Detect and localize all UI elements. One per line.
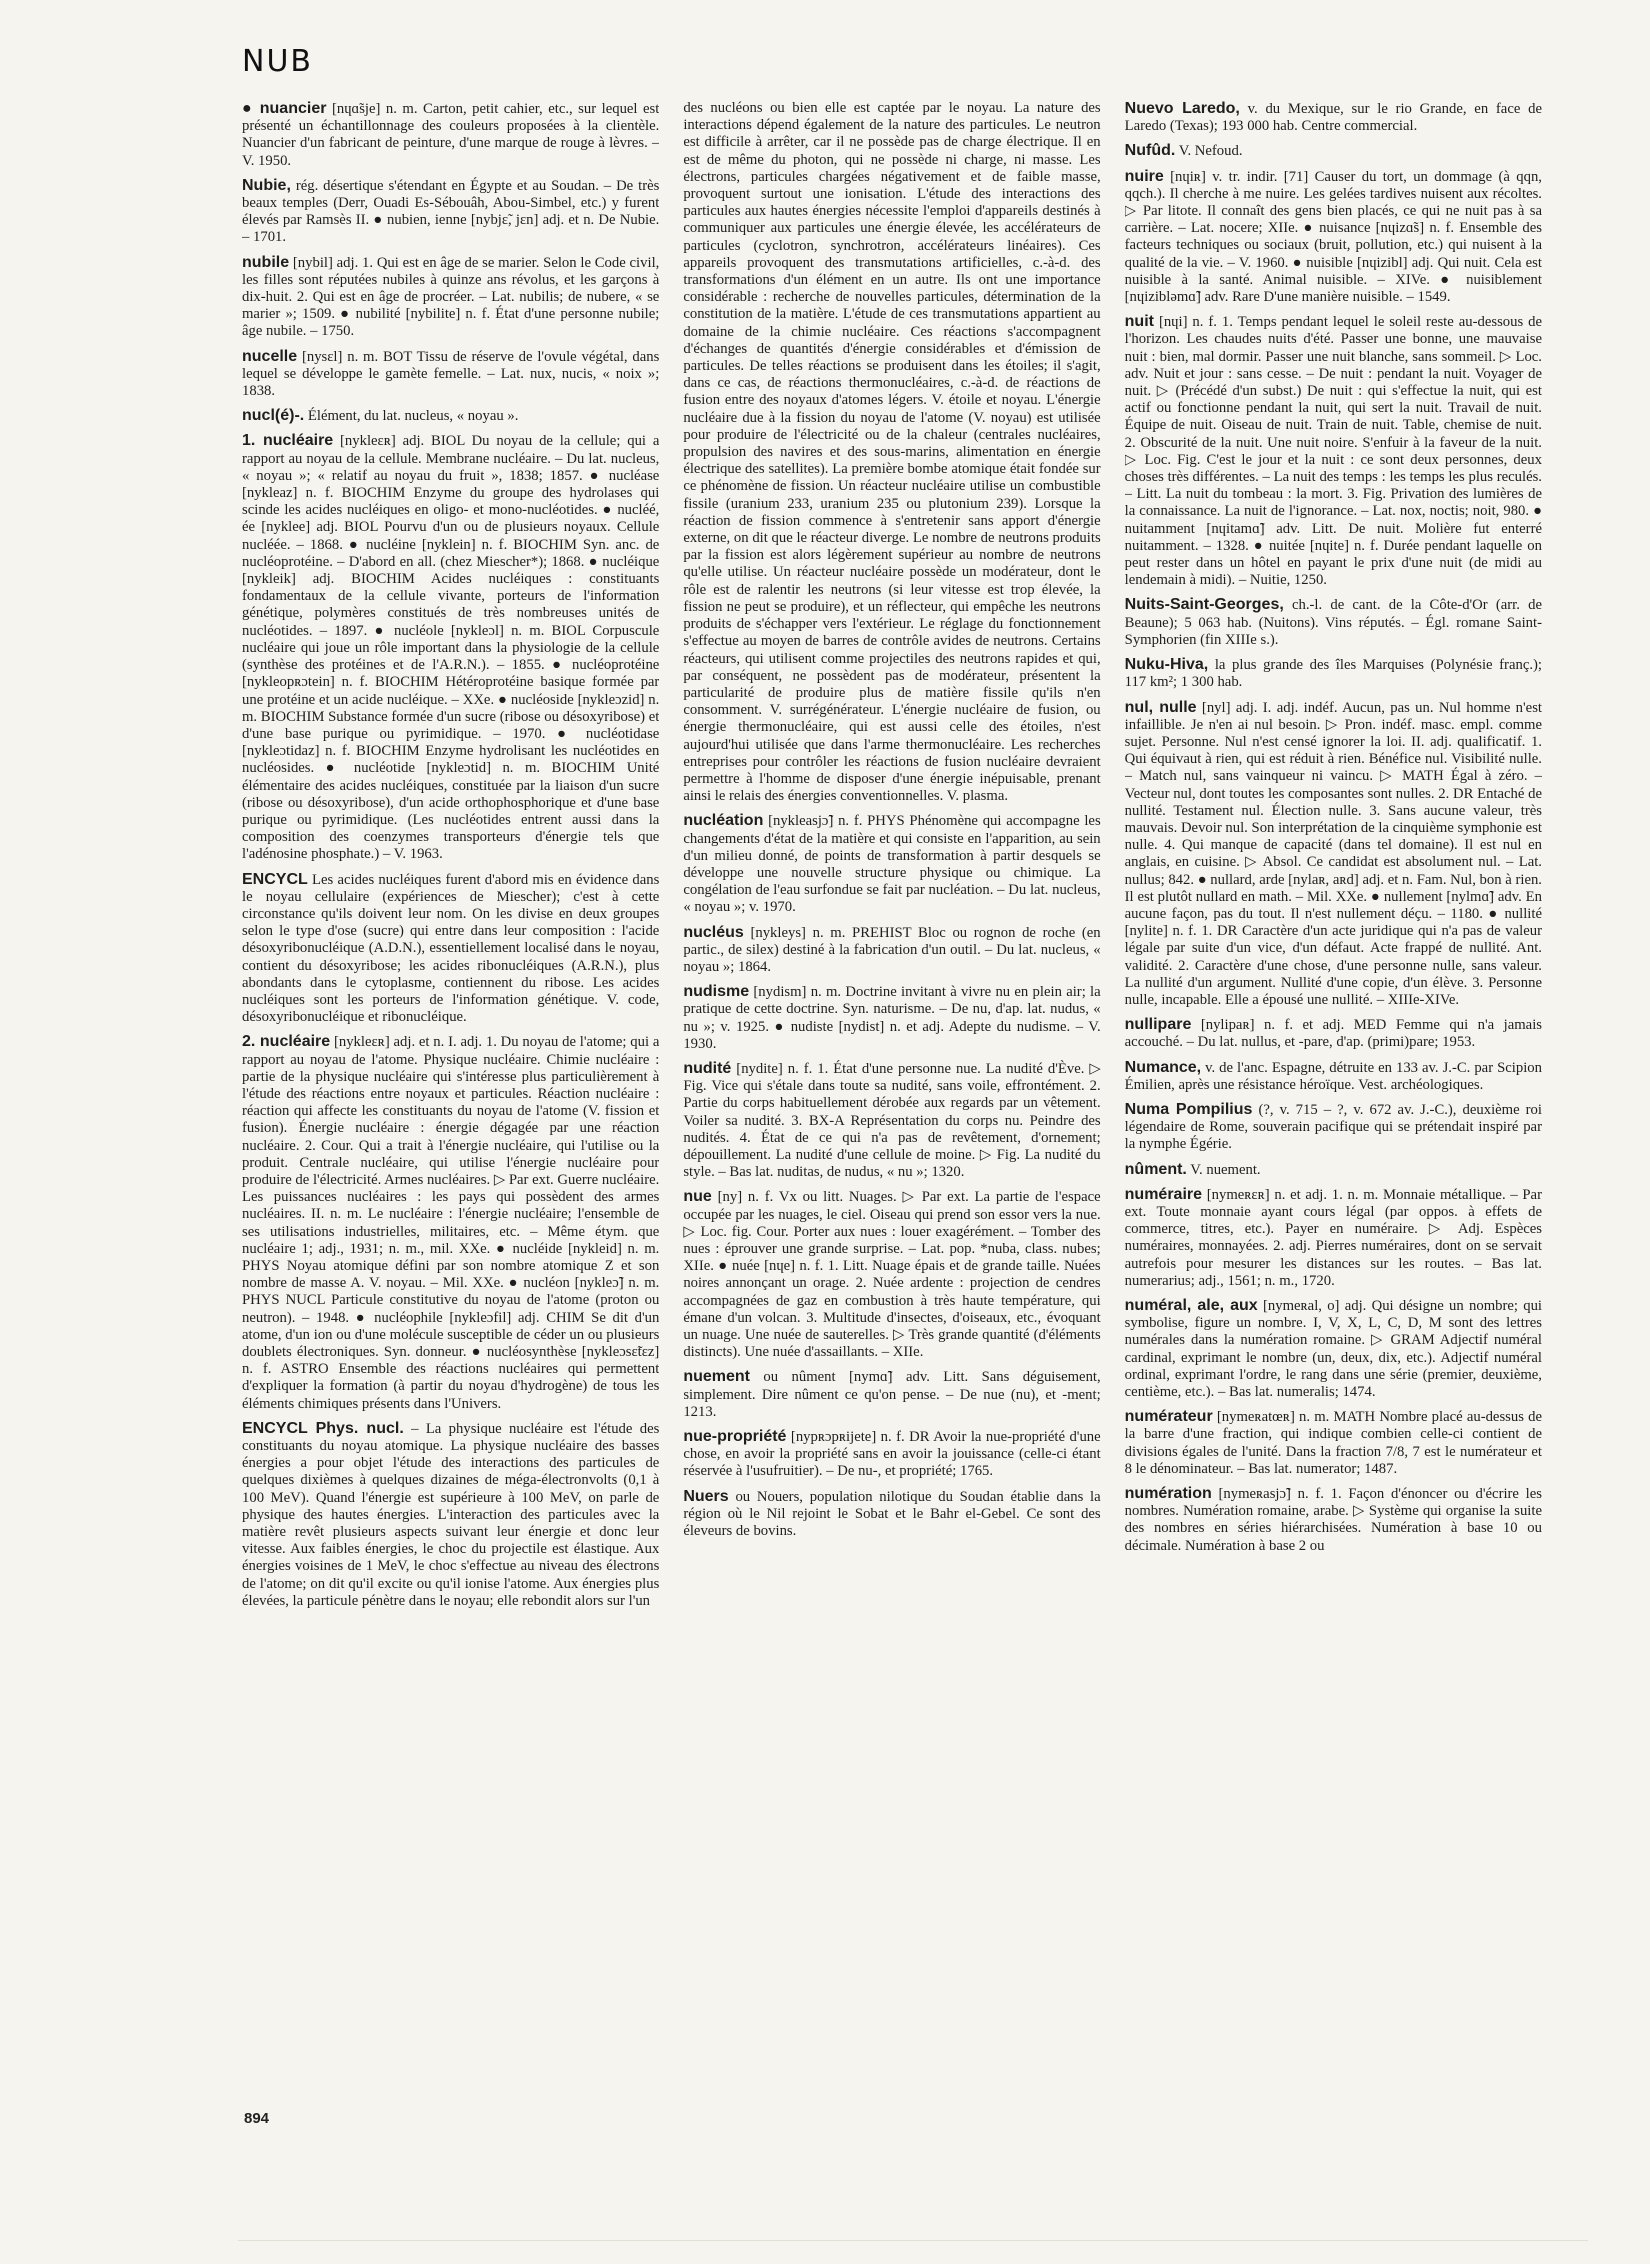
entry-headword: numération (1124, 1485, 1212, 1503)
entry-headword: numéraire (1124, 1185, 1203, 1203)
entry-headword: numéral, ale, aux (1124, 1297, 1258, 1314)
dictionary-entry (242, 871, 659, 1027)
entry-definition: [nybil] adj. 1. Qui est en âge de se marier. Selon le Code civil, les filles sont réputées nubiles à quinze ans révolus, et les garçons à dix-huit. 2. Qui est en âge de procréer. – Lat. nubilis; de nubere, « se marier »; 1509. ● nubilité [nybilite] n. f. État d'une personne nubile; âge nubile. – 1750. (242, 254, 660, 340)
dictionary-entry (683, 1060, 1100, 1181)
entry-definition: [nysɛl] n. m. BOT Tissu de réserve de l'ovule végétal, dans lequel se développe le gamète femelle. – Lat. nux, nucis, « noix »; 1838. (242, 348, 660, 400)
entry-definition: v. de l'anc. Espagne, détruite en 133 av. J.-C. par Scipion Émilien, après une résistance héroïque. Vest. archéologiques. (1124, 1059, 1542, 1093)
entry-definition: (?, v. 715 – ?, v. 672 av. J.-C.), deuxième roi légendaire de Rome, souverain pacifique qui se prétendait inspiré par la nymphe Égérie. (1124, 1101, 1542, 1153)
entry-headword: nucléation (683, 812, 764, 830)
entry-definition: Élément, du lat. nucleus, « noyau ». (307, 408, 519, 425)
dictionary-entry (1125, 1016, 1542, 1051)
entry-headword: Nufûd. (1124, 142, 1176, 160)
entry-definition: ou Nouers, population nilotique du Soudan établie dans la région où le Nil rejoint le Sobat et le Bahr el-Gebel. Ce sont des éleveurs de bovins. (683, 1488, 1101, 1540)
entry-definition: v. du Mexique, sur le rio Grande, en face de Laredo (Texas); 193 000 hab. Centre commercial. (1124, 101, 1542, 135)
entry-headword: nuement (683, 1368, 750, 1386)
entry-definition: [nymeʀasjɔ̃] n. f. 1. Façon d'énoncer ou d'écrire les nombres. Numération romaine, arabe. ▷ Système qui organise la suite des nombres en séries hiérarchisées. Numération à base 10 ou décimale. Numération à base 2 ou (1124, 1486, 1542, 1554)
dictionary-entry (1125, 1161, 1542, 1179)
entry-headword: Nuits-Saint-Georges, (1124, 596, 1284, 614)
entry-definition: [nymeʀatœʀ] n. m. MATH Nombre placé au-dessus de la barre d'une fraction, qui indique combien celle-ci contient de divisions égales de l'unité. Dans la fraction 7/8, 7 est le numérateur et 8 le dénominateur. – Bas lat. numerator; 1487. (1124, 1409, 1542, 1477)
dictionary-entry (1125, 1101, 1542, 1154)
dictionary-entry (1125, 142, 1542, 160)
dictionary-entry (242, 177, 659, 247)
dictionary-entry (242, 432, 659, 863)
entry-headword: Nubie, (242, 176, 291, 194)
dictionary-entry (683, 1488, 1100, 1541)
page-number: 894 (244, 2110, 270, 2127)
entry-headword: nuire (1124, 167, 1164, 185)
dictionary-entry (242, 1420, 659, 1610)
entry-definition: Les acides nucléiques furent d'abord mis en évidence dans le noyau cellulaire (expériences de Miescher); c'est à cette circonstance qu'ils doivent leur nom. On les divise en deux groupes selon le type d'ose (sucre) qui entre dans leur composition : l'acide désoxyribonucléique (A.D.N.), essentiellement localisé dans le noyau, contient du désoxyribose; les acides ribonucléiques (A.R.N.), plus abondants dans le cytoplasme, contiennent du ribose. Les acides nucléiques sont les porteurs de l'information génétique. V. code, désoxyribonucléique et ribonucléique. (242, 871, 660, 1026)
entry-headword: nûment. (1124, 1160, 1187, 1178)
entry-definition: des nucléons ou bien elle est captée par le noyau. La nature des interactions dépend également de la nature des particules. Le neutron est difficile à arrêter, car il ne possède pas de charge électrique. Il en est de même du photon, qui ne possède ni charge, ni masse. Les électrons, particules chargées négativement et de faible masse, provoquent surtout une ionisation. L'étude des interactions des particules aux hautes énergies nécessite l'emploi d'appareils destinés à communiquer aux particules une énergie élevée, les accélérateurs de particules (cyclotron, synchrotron, accélérateurs linéaires). Ces appareils provoquent des transmutations artificielles, c.-à-d. des transformations d'un élément en un autre. Ils ont une importance considérable : recherche de nouvelles particules, détermination de la constitution de la matière. L'étude de ces transmutations appartient au domaine de la chimie nucléaire. Ces réactions s'accompagnent d'échanges de quantités d'énergie considérables et d'émission de particules. De telles réactions se produisent dans les étoiles; il s'agit, dans ce cas, de réactions thermonucléaires, c.-à-d. de réactions de fusion entre des noyaux d'atomes légers. V. étoile et noyau. L'énergie nucléaire due à la fission du noyau de l'atome (V. noyau) est utilisée pour produire de l'électricité ou de la chaleur (centrales nucléaires, propulsion des navires et des sous-marins, alimentation en énergie électrique des satellites). La première bombe atomique était fondée sur ce phénomène de fission. Un réacteur nucléaire utilise un combustible fissile (uranium 233, uranium 235 ou plutonium 239). Lorsque la réaction de fission commence à s'entretenir sans apport d'énergie externe, on dit que le réacteur diverge. Le nombre de neutrons produits par la fission est alors légèrement supérieur au nombre de neutrons qu'elle utilise. Un réacteur nucléaire possède un modérateur, dont le rôle est de ralentir les neutrons (si leur vitesse est trop élevée, la fission ne peut se produire), et un réflecteur, qui empêche les neutrons produits de s'échapper vers l'extérieur. Le réglage du fonctionnement s'effectue au moyen de barres de contrôle avides de neutrons. Certains réacteurs, qui utilisent comme projectiles des neutrons rapides et qui, par conséquent, ne possèdent pas de modérateur, présentent la particularité de produire plus de matière fissile qu'ils n'en consomment. V. surrégénérateur. L'énergie nucléaire de fusion, ou énergie thermonucléaire, qui est aussi celle des étoiles, n'est aujourd'hui utilisée que dans l'arme thermonucléaire. Les recherches entreprises pour contrôler les réactions de fusion nucléaire devraient permettre à l'homme de disposer d'une énergie inépuisable, prenant ainsi le relais des énergies conventionnelles. V. plasma. (683, 100, 1101, 805)
entry-headword: nudisme (683, 983, 750, 1001)
entry-definition: rég. désertique s'étendant en Égypte et au Soudan. – De très beaux temples (Derr, Ouadi Es-Sébouâh, Abou-Simbel, etc.) y furent élevés par Ramsès II. ● nubien, ienne [nybjɛ̃, jɛn] adj. et n. De Nubie. – 1701. (242, 177, 660, 246)
entry-headword: Numance, (1124, 1058, 1202, 1076)
entry-headword: 2. nucléaire (242, 1033, 331, 1051)
dictionary-entry (242, 254, 659, 341)
entry-definition: la plus grande des îles Marquises (Polynésie franç.); 117 km²; 1 300 hab. (1124, 657, 1542, 691)
dictionary-entry (1125, 168, 1542, 307)
entry-headword: ENCYCL (242, 870, 308, 888)
entry-headword: nue-propriété (683, 1428, 787, 1446)
entry-headword: nucl(é)-. (242, 407, 305, 425)
entry-definition: [nydite] n. f. 1. État d'une personne nue. La nudité d'Ève. ▷ Fig. Vice qui s'étale dans toute sa nudité, sans voile, effrontément. 2. Partie du corps habituellement dérobée aux regards par un vêtement. Voiler sa nudité. 3. BX-A Représentation du corps nu. Peindre des nudités. 4. État de ce qui n'a pas de revêtement, d'ornement; dépouillement. La nudité d'une cellule de moine. ▷ Fig. La nudité du style. – Bas lat. nuditas, de nudus, « nu »; 1320. (683, 1060, 1101, 1181)
running-head: NUB (242, 44, 313, 79)
entry-headword: nucelle (242, 347, 298, 365)
dictionary-entry (242, 100, 659, 170)
dictionary-entry (683, 100, 1100, 805)
dictionary-entry (242, 407, 659, 425)
entry-definition: [nɥɑ̃sje] n. m. Carton, petit cahier, etc., sur lequel est présenté un échantillonnage des couleurs proposées à la clientèle. Nuancier d'un fabricant de peinture, d'une marque de rouge à lèvres. – V. 1950. (242, 101, 660, 169)
entry-headword: nubile (242, 253, 290, 271)
entry-definition: [ny] n. f. Vx ou litt. Nuages. ▷ Par ext. La partie de l'espace occupée par les nuages, le ciel. Oiseau qui prend son essor vers la nue. ▷ Loc. fig. Cour. Porter aux nues : louer exagérément. – Tomber des nues : éprouver une grande surprise. – Lat. pop. *nuba, class. nubes; XIIe. ● nuée [nɥe] n. f. 1. Litt. Nuage épais et de grande taille. Nuées noires annonçant un orage. 2. Nuée ardente : projection de cendres accompagnées de gaz en combustion à très haute température, qui émane d'un volcan. 3. Multitude d'insectes, d'oiseaux, etc., évoquant un nuage. Une nuée de sauterelles. ▷ Très grande quantité (d'éléments distincts). Une nuée d'assaillants. – XIIe. (683, 1189, 1101, 1361)
entry-headword: numérateur (1124, 1408, 1213, 1426)
dictionary-entry (1125, 313, 1542, 589)
entry-definition: [nɥi] n. f. 1. Temps pendant lequel le soleil reste au-dessous de l'horizon. Les chaudes nuits d'été. Passer une bonne, une mauvaise nuit : bien, mal dormir. Passer une nuit blanche, sans sommeil. ▷ Loc. adv. Nuit et jour : sans cesse. – De nuit : pendant la nuit. Voyager de nuit. ▷ (Précédé d'un subst.) De nuit : qui s'effectue la nuit, qui est actif ou fonctionne pendant la nuit, qui sert la nuit. Travail de nuit. Équipe de nuit. Oiseau de nuit. Train de nuit. Table, chemise de nuit. 2. Obscurité de la nuit. Une nuit noire. S'enfuir à la faveur de la nuit. ▷ Loc. Fig. C'est le jour et la nuit : ce sont deux personnes, deux choses très différentes. – La nuit des temps : les temps les plus reculés. – Litt. La nuit du tombeau : la mort. 3. Fig. Privation des lumières de la connaissance. La nuit de l'ignorance. – Lat. nox, noctis; noit, 980. ● nuitamment [nɥitamɑ̃] adv. Litt. De nuit. Molière fut enterré nuitamment. – 1328. ● nuitée [nɥite] n. f. Durée pendant laquelle on peut rester dans un hôtel en payant le prix d'une nuit (de midi au lendemain à midi). – Nuitie, 1250. (1124, 314, 1542, 589)
dictionary-entry (1125, 699, 1542, 1010)
entry-headword: Nuku-Hiva, (1124, 656, 1209, 674)
dictionary-entry (1125, 1297, 1542, 1401)
entry-definition: [nykleasjɔ̃] n. f. PHYS Phénomène qui accompagne les changements d'état de la matière et qui consiste en l'apparition, au sein d'un milieu donné, de points de transformation à partir desquels se développe une nouvelle structure physique ou chimique. La congélation de l'eau surfondue se fait par nucléation. – Du lat. nucleus, « noyau »; v. 1970. (683, 813, 1101, 916)
entry-headword: Nuers (683, 1487, 729, 1505)
entry-definition: [nykleys] n. m. PREHIST Bloc ou rognon de roche (en partic., de silex) destiné à la fabrication d'un outil. – Du lat. nucleus, « noyau »; 1864. (683, 924, 1101, 975)
entry-definition: V. Nefoud. (1178, 143, 1243, 160)
dictionary-entry (242, 1033, 659, 1412)
entry-definition: [nykleɛʀ] adj. BIOL Du noyau de la cellule; qui a rapport au noyau de la cellule. Membrane nucléaire. – Du lat. nucleus, « noyau »; « relatif au noyau du fruit », 1838; 1857. ● nucléase [nykleaz] n. f. BIOCHIM Enzyme du groupe des hydrolases qui scinde les acides nucléiques en oligo- et mono-nucléotides. ● nucléé, ée [nyklee] adj. BIOL Pourvu d'un ou de plusieurs noyaux. Cellule nucléée. – 1868. ● nucléine [nyklein] n. f. BIOCHIM Syn. anc. de nucléoprotéine. – D'abord en all. (chez Miescher*); 1868. ● nucléique [nykleik] adj. BIOCHIM Acides nucléiques : constituants fondamentaux de la cellule vivante, porteurs de l'information génétique, polymères constitués de très nombreuses unités de nucléotides. – 1897. ● nucléole [nykleɔl] n. m. BIOL Corpuscule nucléaire qui joue un rôle important dans la physiologie de la cellule (synthèse des protéines et de l'A.R.N.). – 1855. ● nucléoprotéine [nykleopʀɔtein] n. f. BIOCHIM Hétéroprotéine basique formée par une protéine et un acide nucléique. – XXe. ● nucléoside [nykleɔzid] n. m. BIOCHIM Substance formée d'un sucre (ribose ou désoxyribose) et d'une base purique ou pyrimidique. – 1970. ● nucléotidase [nykleɔtidaz] n. f. BIOCHIM Enzyme hydrolisant les nucléotides en nucléosides. ● nucléotide [nykleɔtid] n. m. BIOCHIM Unité élémentaire des acides nucléiques, constituée par la liaison d'un sucre (ribose ou désoxyribose), d'un acide orthophosphorique et d'une base purique ou pyrimidique. (Les nucléotides entrent aussi dans la composition des coenzymes transporteurs d'énergie tels que l'adénosine phosphate.) – V. 1963. (242, 433, 660, 863)
entry-headword: 1. nucléaire (242, 432, 334, 450)
dictionary-entry (683, 1188, 1100, 1361)
page-edge-rule (238, 2240, 1588, 2241)
dictionary-entry (242, 348, 659, 401)
entry-definition: [nymeʀal, o] adj. Qui désigne un nombre; qui symbolise, figure un nombre. I, V, X, L, C, D, M sont des lettres numérales dans la numération romaine. ▷ GRAM Adjectif numéral cardinal, exprimant le nombre (un, deux, dix, etc.). Adjectif numéral ordinal, exprimant l'ordre, le rang dans une série (premier, deuxième, centième, etc.). – Bas lat. numeralis; 1474. (1124, 1298, 1542, 1401)
entry-definition: [nykleɛʀ] adj. et n. I. adj. 1. Du noyau de l'atome; qui a rapport au noyau de l'atome. Physique nucléaire. Chimie nucléaire : partie de la physique nucléaire qui s'intéresse plus particulièrement à l'étude des réactions entre noyaux et particules. Réaction nucléaire : réaction qui affecte les constituants du noyau de l'atome (V. fission et fusion). Énergie nucléaire : énergie dégagée par une réaction nucléaire. 2. Cour. Qui a trait à l'énergie nucléaire, qui l'utilise ou la produit. Centrale nucléaire, qui utilise l'énergie nucléaire pour produire de l'électricité. Armes nucléaires. ▷ Par ext. Guerre nucléaire. Les puissances nucléaires : les pays qui possèdent des armes nucléaires. II. n. m. Le nucléaire : l'énergie nucléaire; l'ensemble de ses utilisations industrielles, militaires, etc. – Même étym. que nucléaire 1; adj., 1931; n. m., mil. XXe. ● nucléide [nykleid] n. m. PHYS Noyau atomique défini par son nombre atomique Z et son nombre de masse A. V. noyau. – Mil. XXe. ● nucléon [nykleɔ̃] n. m. PHYS NUCL Particule constitutive du noyau de l'atome (proton ou neutron). – 1948. ● nucléophile [nykleɔfil] adj. CHIM Se dit d'un atome, d'un ion ou d'une molécule susceptible de céder un ou plusieurs doublets électroniques. Syn. donneur. ● nucléosynthèse [nykleɔsɛ̃tɛz] n. f. ASTRO Ensemble des réactions nucléaires qui permettent d'expliquer la formation (à partir du noyau d'hydrogène) de tous les éléments chimiques présents dans l'Univers. (242, 1034, 660, 1412)
entry-definition: [nyl] adj. I. adj. indéf. Aucun, pas un. Nul homme n'est infaillible. Je n'en ai nul besoin. ▷ Pron. indéf. masc. empl. comme sujet. Personne. Nul n'est censé ignorer la loi. II. adj. qualificatif. 1. Qui équivaut à rien, qui est réduit à rien. Bénéfice nul. Visibilité nulle. – Match nul, sans vainqueur ni vaincu. ▷ MATH Égal à zéro. – Vecteur nul, dont toutes les composantes sont nulles. 2. DR Entaché de nullité. Testament nul. Élection nulle. 3. Sans aucune valeur, très mauvais. Devoir nul. Son interprétation de la cinquième symphonie est nulle. 4. Qui manque de capacité (dans tel domaine). Il est nul en anglais, en cuisine. ▷ Absol. Ce candidat est absolument nul. – Lat. nullus; 842. ● nullard, arde [nylaʀ, aʀd] adj. et n. Fam. Nul, bon à rien. Il est plutôt nullard en math. – Mil. XXe. ● nullement [nylmɑ̃] adv. En aucune façon, pas du tout. Il n'est nullement déçu. – 1180. ● nullité [nylite] n. f. 1. DR Caractère d'un acte juridique qui n'a pas de valeur légale par suite d'un vice, d'un défaut. Acte frappé de nullité. Ant. validité. 2. Caractère d'une chose, d'une personne nulle, sans valeur. La nullité d'un argument. Nullité d'une copie, d'un élève. 3. Personne nulle, incapable. Elle a épousé une nullité. – XIIIe-XIVe. (1124, 699, 1542, 1008)
dictionary-entry (683, 812, 1100, 916)
entry-headword: nudité (683, 1059, 732, 1077)
entry-headword: ● nuancier (242, 100, 327, 117)
entry-definition: [nylipaʀ] n. f. et adj. MED Femme qui n'a jamais accouché. – Du lat. nullus, et -pare, d'ap. (primi)pare; 1953. (1124, 1017, 1542, 1051)
entry-definition: [nydism] n. m. Doctrine invitant à vivre nu en plein air; la pratique de cette doctrine. Syn. naturisme. – De nu, d'ap. lat. nudus, « nu »; v. 1925. ● nudiste [nydist] n. et adj. Adepte du nudisme. – V. 1930. (683, 984, 1101, 1052)
dictionary-entry (1125, 1186, 1542, 1290)
column-1 (242, 100, 659, 2110)
entry-definition: ch.-l. de cant. de la Côte-d'Or (arr. de Beaune); 5 063 hab. (Nuitons). Vins réputés. – Égl. romane Saint-Symphorien (fin XIIIe s.). (1124, 597, 1542, 648)
text-columns (242, 100, 1542, 2110)
entry-headword: nucléus (683, 923, 744, 941)
dictionary-entry (1125, 100, 1542, 135)
entry-definition: – La physique nucléaire est l'étude des constituants du noyau atomique. La physique nucléaire des basses énergies a pour objet l'étude des interactions des particules de quelques dixièmes à quelques dizaines de méga-électronvolts (0,1 à 100 MeV). Quand l'énergie est supérieure à 100 MeV, on parle de physique des hautes énergies. L'interaction des particules avec la matière revêt plusieurs aspects suivant leur énergie et donc leur vitesse. Aux faibles énergies, le choc du projectile est élastique. Aux énergies voisines de 1 MeV, le choc s'effectue au niveau des électrons de l'atome; on dit qu'il excite ou qu'il ionise l'atome. Aux énergies plus élevées, la particule pénètre dans le noyau; elle rebondit alors sur l'un (242, 1420, 660, 1609)
dictionary-entry (683, 983, 1100, 1053)
dictionary-entry (1125, 656, 1542, 691)
column-3 (1125, 100, 1542, 2110)
dictionary-entry (683, 1368, 1100, 1421)
dictionary-entry (683, 1428, 1100, 1481)
dictionary-entry (1125, 1485, 1542, 1555)
entry-headword: ENCYCL Phys. nucl. (242, 1419, 404, 1437)
entry-definition: ou nûment [nymɑ̃] adv. Litt. Sans déguisement, simplement. Dire nûment ce qu'on pense. – De nue (nu), et -ment; 1213. (683, 1369, 1101, 1420)
dictionary-entry (683, 924, 1100, 977)
entry-headword: nue (683, 1188, 712, 1206)
entry-headword: nuit (1124, 313, 1154, 331)
entry-headword: nullipare (1124, 1016, 1192, 1034)
column-2 (683, 100, 1100, 2110)
dictionary-entry (1125, 596, 1542, 649)
entry-definition: [nɥiʀ] v. tr. indir. [71] Causer du tort, un dommage (à qqn, qqch.). Il cherche à me nuire. Les gelées tardives nuisent aux récoltes. ▷ Par litote. Il connaît des gens bien placés, ce qui ne nuit pas à sa carrière. – Lat. nocere; XIIe. ● nuisance [nɥizɑ̃s] n. f. Ensemble des facteurs techniques ou sociaux (bruit, pollution, etc.) qui nuisent à la qualité de la vie. – V. 1960. ● nuisible [nɥizibl] adj. Qui nuit. Cela est nuisible à la santé. Animal nuisible. – XIVe. ● nuisiblement [nɥiziblǝmɑ̃] adv. Rare D'une manière nuisible. – 1549. (1124, 168, 1542, 306)
entry-headword: nul, nulle (1124, 698, 1197, 716)
entry-headword: Nuevo Laredo, (1124, 100, 1240, 117)
entry-definition: [nymeʀɛʀ] n. et adj. 1. n. m. Monnaie métallique. – Par ext. Toute monnaie ayant cours légal (par oppos. à effets de commerce, titres, etc.). Payer en numéraire. ▷ Adj. Espèces numéraires, monnayées. 2. adj. Pierres numéraires, dont on se servait autrefois pour mesurer les distances sur les routes. – Bas lat. numerarius; adj., 1561; n. m., 1720. (1124, 1186, 1542, 1289)
entry-definition: V. nuement. (1190, 1161, 1261, 1178)
dictionary-entry (1125, 1408, 1542, 1478)
entry-headword: Numa Pompilius (1124, 1100, 1253, 1118)
entry-definition: [nypʀɔpʀijete] n. f. DR Avoir la nue-propriété d'une chose, en avoir la propriété sans en avoir la jouissance (celle-ci étant réservée à l'usufruitier). – De nu-, et propriété; 1765. (683, 1429, 1101, 1480)
dictionary-entry (1125, 1059, 1542, 1094)
